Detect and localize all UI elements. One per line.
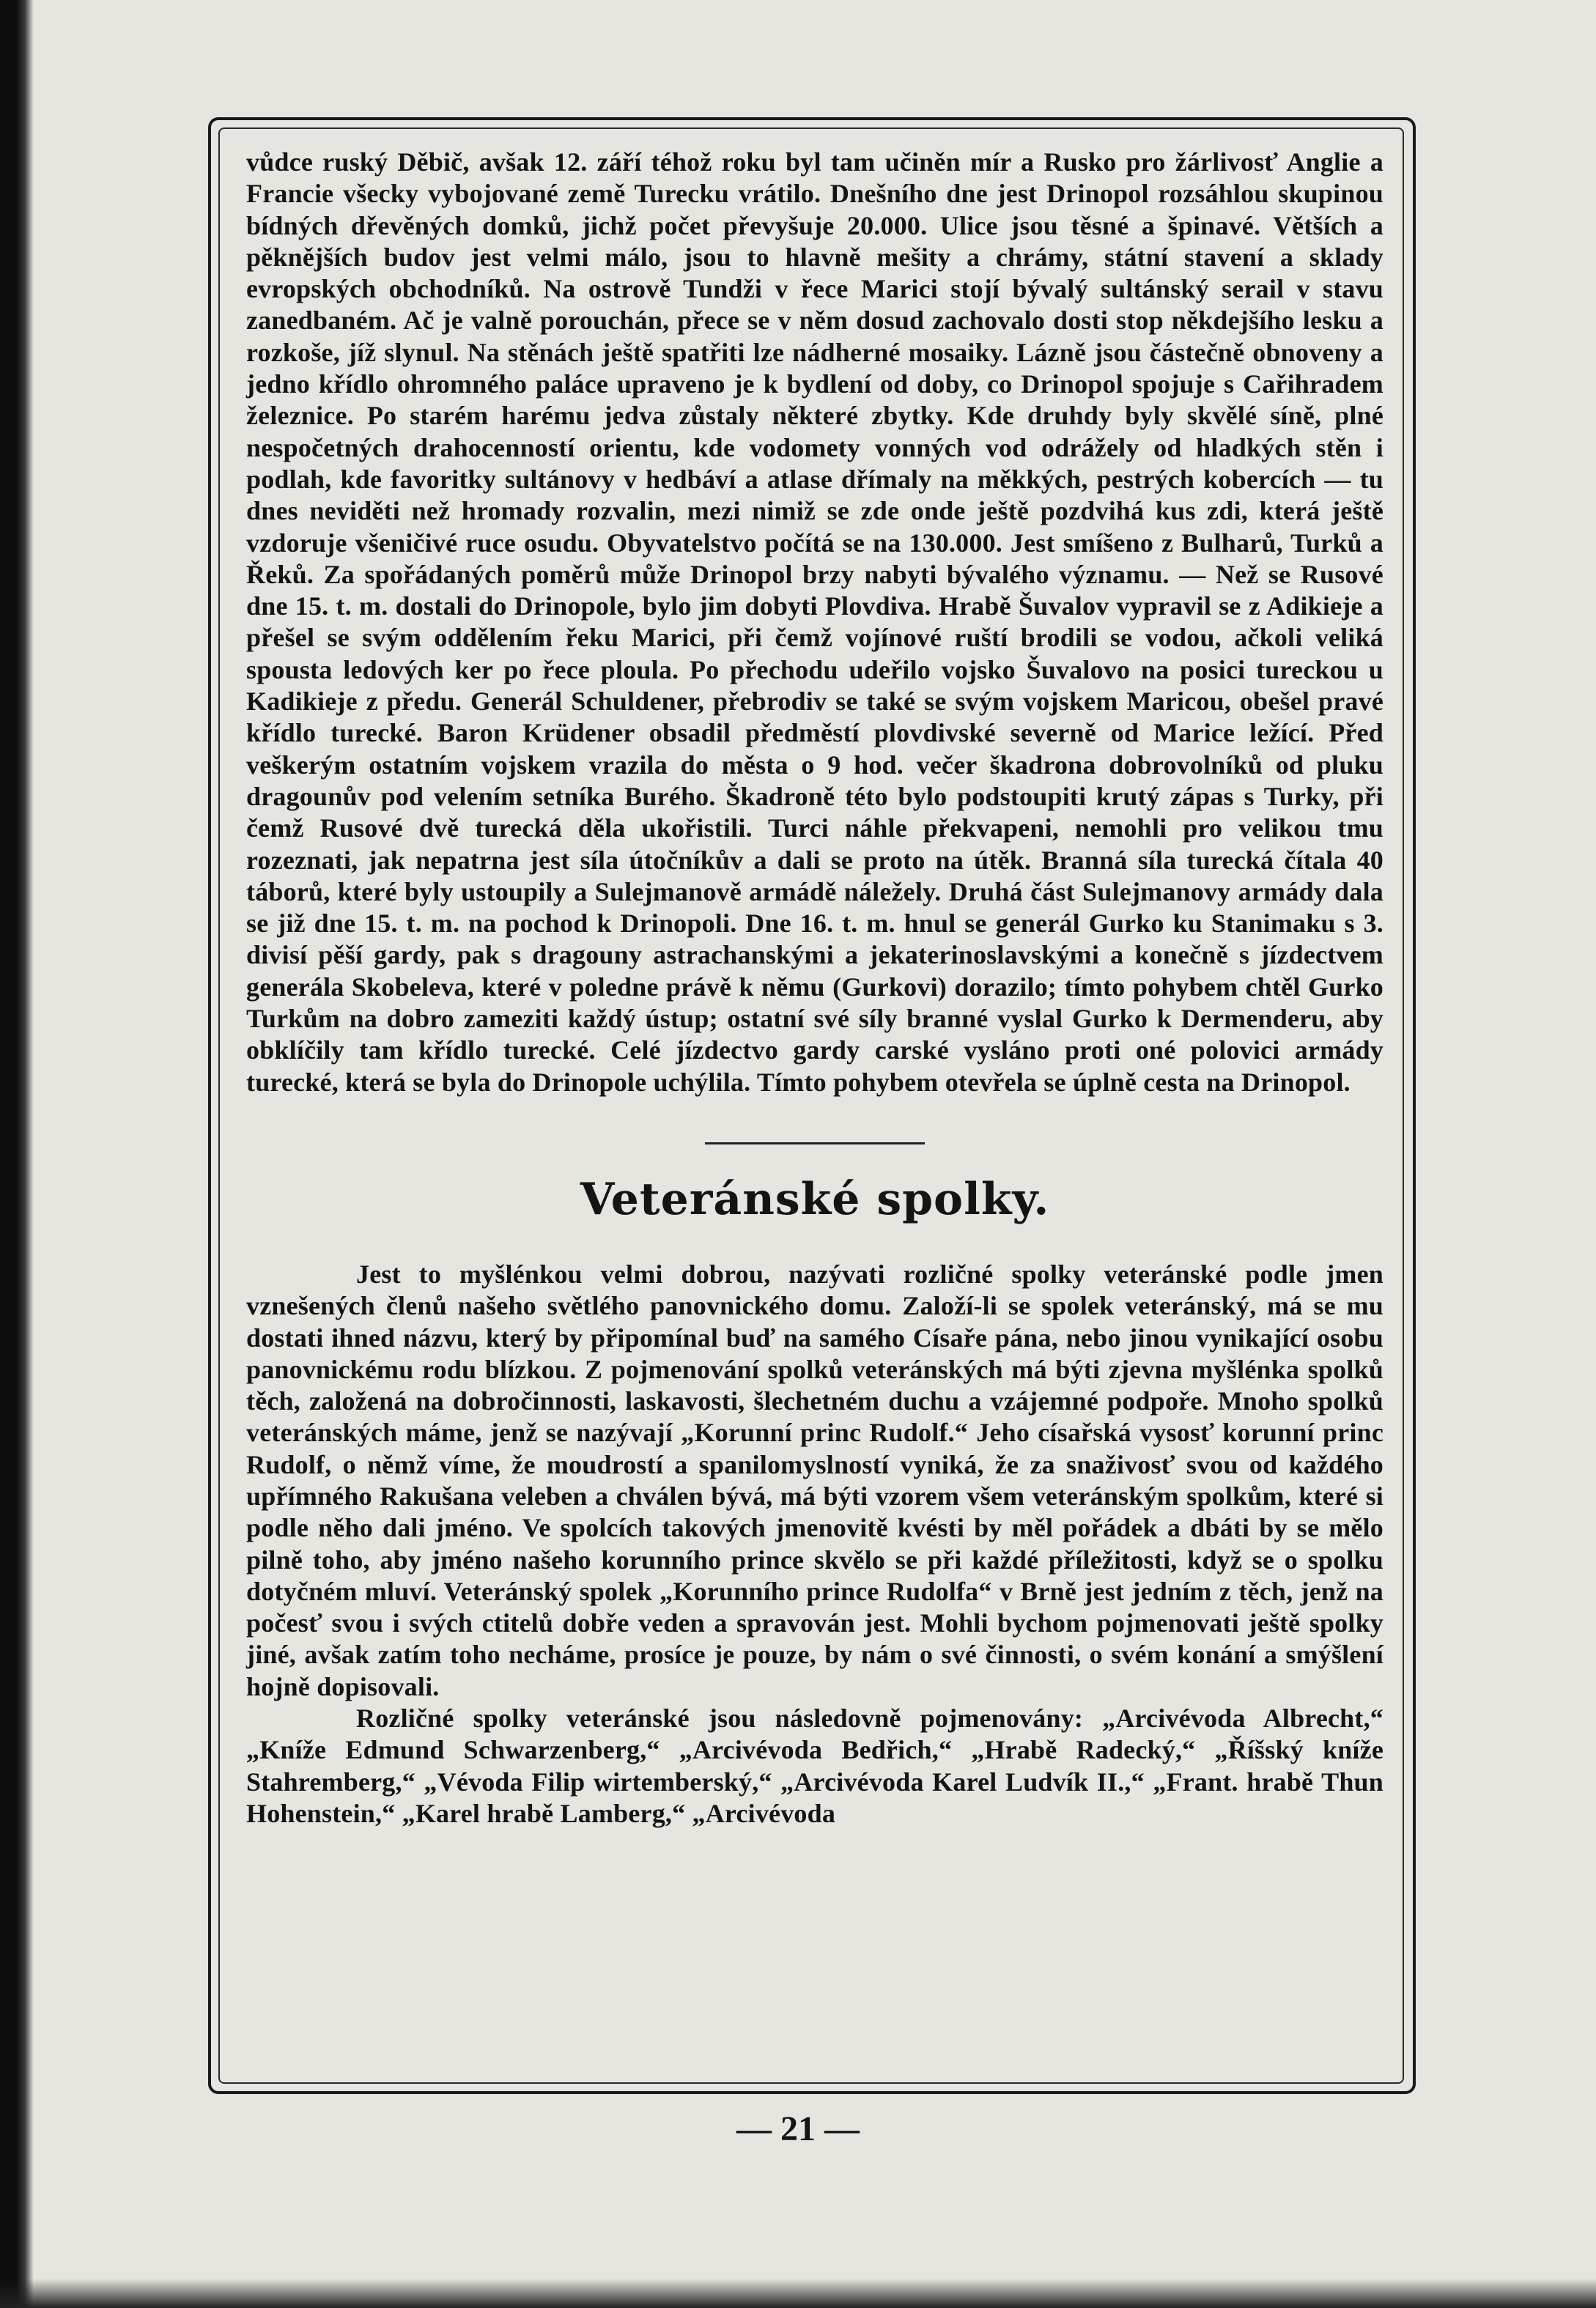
continued-paragraph: vůdce ruský Děbič, avšak 12. září téhož roku byl tam učiněn mír a Rusko pro žárlivosť Anglie a Francie všecky vybojované země Turecku vrátilo. Dnešního dne jest Drinopol rozsáhlou skupinou bídných dřevěných domků, jichž počet převyšuje 20.000. Ulice jsou těsné a špinavé. Větších a pěknějších budov jest velmi málo, jsou to hlavně mešity a chrámy, státní stavení a sklady evropských obchodníků. Na ostrově Tundži v řece Marici stojí bývalý sultánský serail v stavu zanedbaném. Ač je valně porouchán, přece se v něm dosud zachovalo dosti stop někdejšího lesku a rozkoše, jíž slynul. Na stěnách ještě spatřiti lze nádherné mosaiky. Lázně jsou částečně obnoveny a jedno křídlo ohromného paláce upraveno je k bydlení od doby, co Drinopol spojuje s Cařihradem železnice. Po starém harému jedva zůstaly některé zbytky. Kde druhdy byly skvělé síně, plné nespočetných drahocenností orientu, kde vodomety vonných vod odrážely od hladkých stěn i podlah, kde favoritky sultánovy v hedbáví a atlase dřímaly na měkkých, pestrých kobercích — tu dnes neviděti než hromady rozvalin, mezi nimiž se zde onde ještě pozdvihá kus zdi, která ještě vzdoruje všeničivé ruce osudu. Obyvatelstvo počítá se na 130.000. Jest smíšeno z Bulharů, Turků a Řeků. Za spořádaných poměrů může Drinopol brzy nabyti bývalého významu. — Než se Rusové dne 15. t. m. dostali do Drinopole, bylo jim dobyti Plovdiva. Hrabě Šuvalov vypravil se z Adikieje a přešel se svým oddělením řeku Marici, při čemž vojínové ruští brodili se vodou, ačkoli veliká spousta ledových ker po řece ploula. Po přechodu udeřilo vojsko Šuvalovo na posici tureckou u Kadikieje z předu. Generál Schuldener, přebrodiv se také se svým vojskem Maricou, obešel pravé křídlo turecké. Baron Krüdener obsadil předměstí plovdivské severně od Marice ležící. Před veškerým ostatním vojskem vrazila do města o 9 hod. večer škadrona dobrovolníků od pluku dragounův pod velením setníka Burého. Škadroně této bylo podstoupiti krutý zápas s Turky, při čemž Rusové dvě turecká děla ukořistili. Turci náhle překvapeni, nemohli pro velikou tmu rozeznati, jak nepatrna jest síla útočníkův a dali se proto na útěk. Branná síla turecká čítala 40 táborů, které byly ustoupily a Sulejmanově armádě náležely. Druhá část Sulejmanovy armády dala se již dne 15. t. m. na pochod k Drinopoli. Dne 16. t. m. hnul se generál Gurko ku Stanimaku s 3. divisí pěší gardy, pak s dragouny astrachanskými a jekaterinoslavskými a konečně s jízdectvem generála Skobeleva, které v poledne právě k němu (Gurkovi) dorazilo; tímto pohybem chtěl Gurko Turkům na dobro zameziti každý ústup; ostatní své síly branné vyslal Gurko k Dermenderu, aby obklíčily tam křídlo turecké. Celé jízdectvo gardy carské vysláno proti oné polovici armády turecké, která se byla do Drinopole uchýlila. Tímto pohybem otevřela se úplně cesta na Drinopol. [246, 147, 1383, 1097]
section-title: Veteránské spolky. [580, 1173, 1050, 1225]
section-divider [705, 1142, 925, 1144]
page-number: — 21 — [736, 2109, 860, 2148]
body-paragraph-1: Jest to myšlénkou velmi dobrou, nazývati rozličné spolky veteránské podle jmen vznešených členů našeho světlého panovnického domu. Založí-li se spolek veteránský, má se mu dostati ihned názvu, který by připomínal buď na samého Císaře pána, nebo jinou vynikající osobu panovnickému rodu blízkou. Z pojmenování spolků veteránských má býti zjevna myšlénka spolků těch, založená na dobročinnosti, laskavosti, šlechetném duchu a vzájemné podpoře. Mnoho spolků veteránských máme, jenž se nazývají „Korunní princ Rudolf.“ Jeho císařská vysosť korunní princ Rudolf, o němž víme, že moudrostí a spanilomyslností vyniká, že za snaživosť svou od každého upřímného Rakušana veleben a chválen bývá, má býti vzorem všem veteránským spolkům, které si podle něho dali jméno. Ve spolcích takových jmenovitě kvésti by měl pořádek a dbáti by se mělo pilně toho, aby jméno našeho korunního prince skvělo se při každé příležitosti, když se o spolku dotyčném mluví. Veteránský spolek „Korunního prince Rudolfa“ v Brně jest jedním z těch, jenž na počesť svou i svých ctitelů dobře veden a spravován jest. Mohli bychom pojmenovati ještě spolky jiné, avšak zatím toho necháme, prosíce je pouze, by nám o své činnosti, o svém konání a smýšlení hojně dopisovali. [246, 1259, 1383, 1701]
body-paragraph-2: Rozličné spolky veteránské jsou následovně pojmenovány: „Arcivévoda Albrecht,“ „Kníže Edmund Schwarzenberg,“ „Arcivévoda Bedřich,“ „Hrabě Radecký,“ „Říšský kníže Stahremberg,“ „Vévoda Filip wirtemberský,“ „Arcivévoda Karel Ludvík II.,“ „Frant. hrabě Thun Hohenstein,“ „Karel hrabě Lamberg,“ „Arcivévoda [246, 1704, 1383, 1828]
scan-bottom-edge [0, 2279, 1596, 2308]
page-content [246, 147, 1383, 1830]
book-binding-edge [0, 0, 34, 2308]
